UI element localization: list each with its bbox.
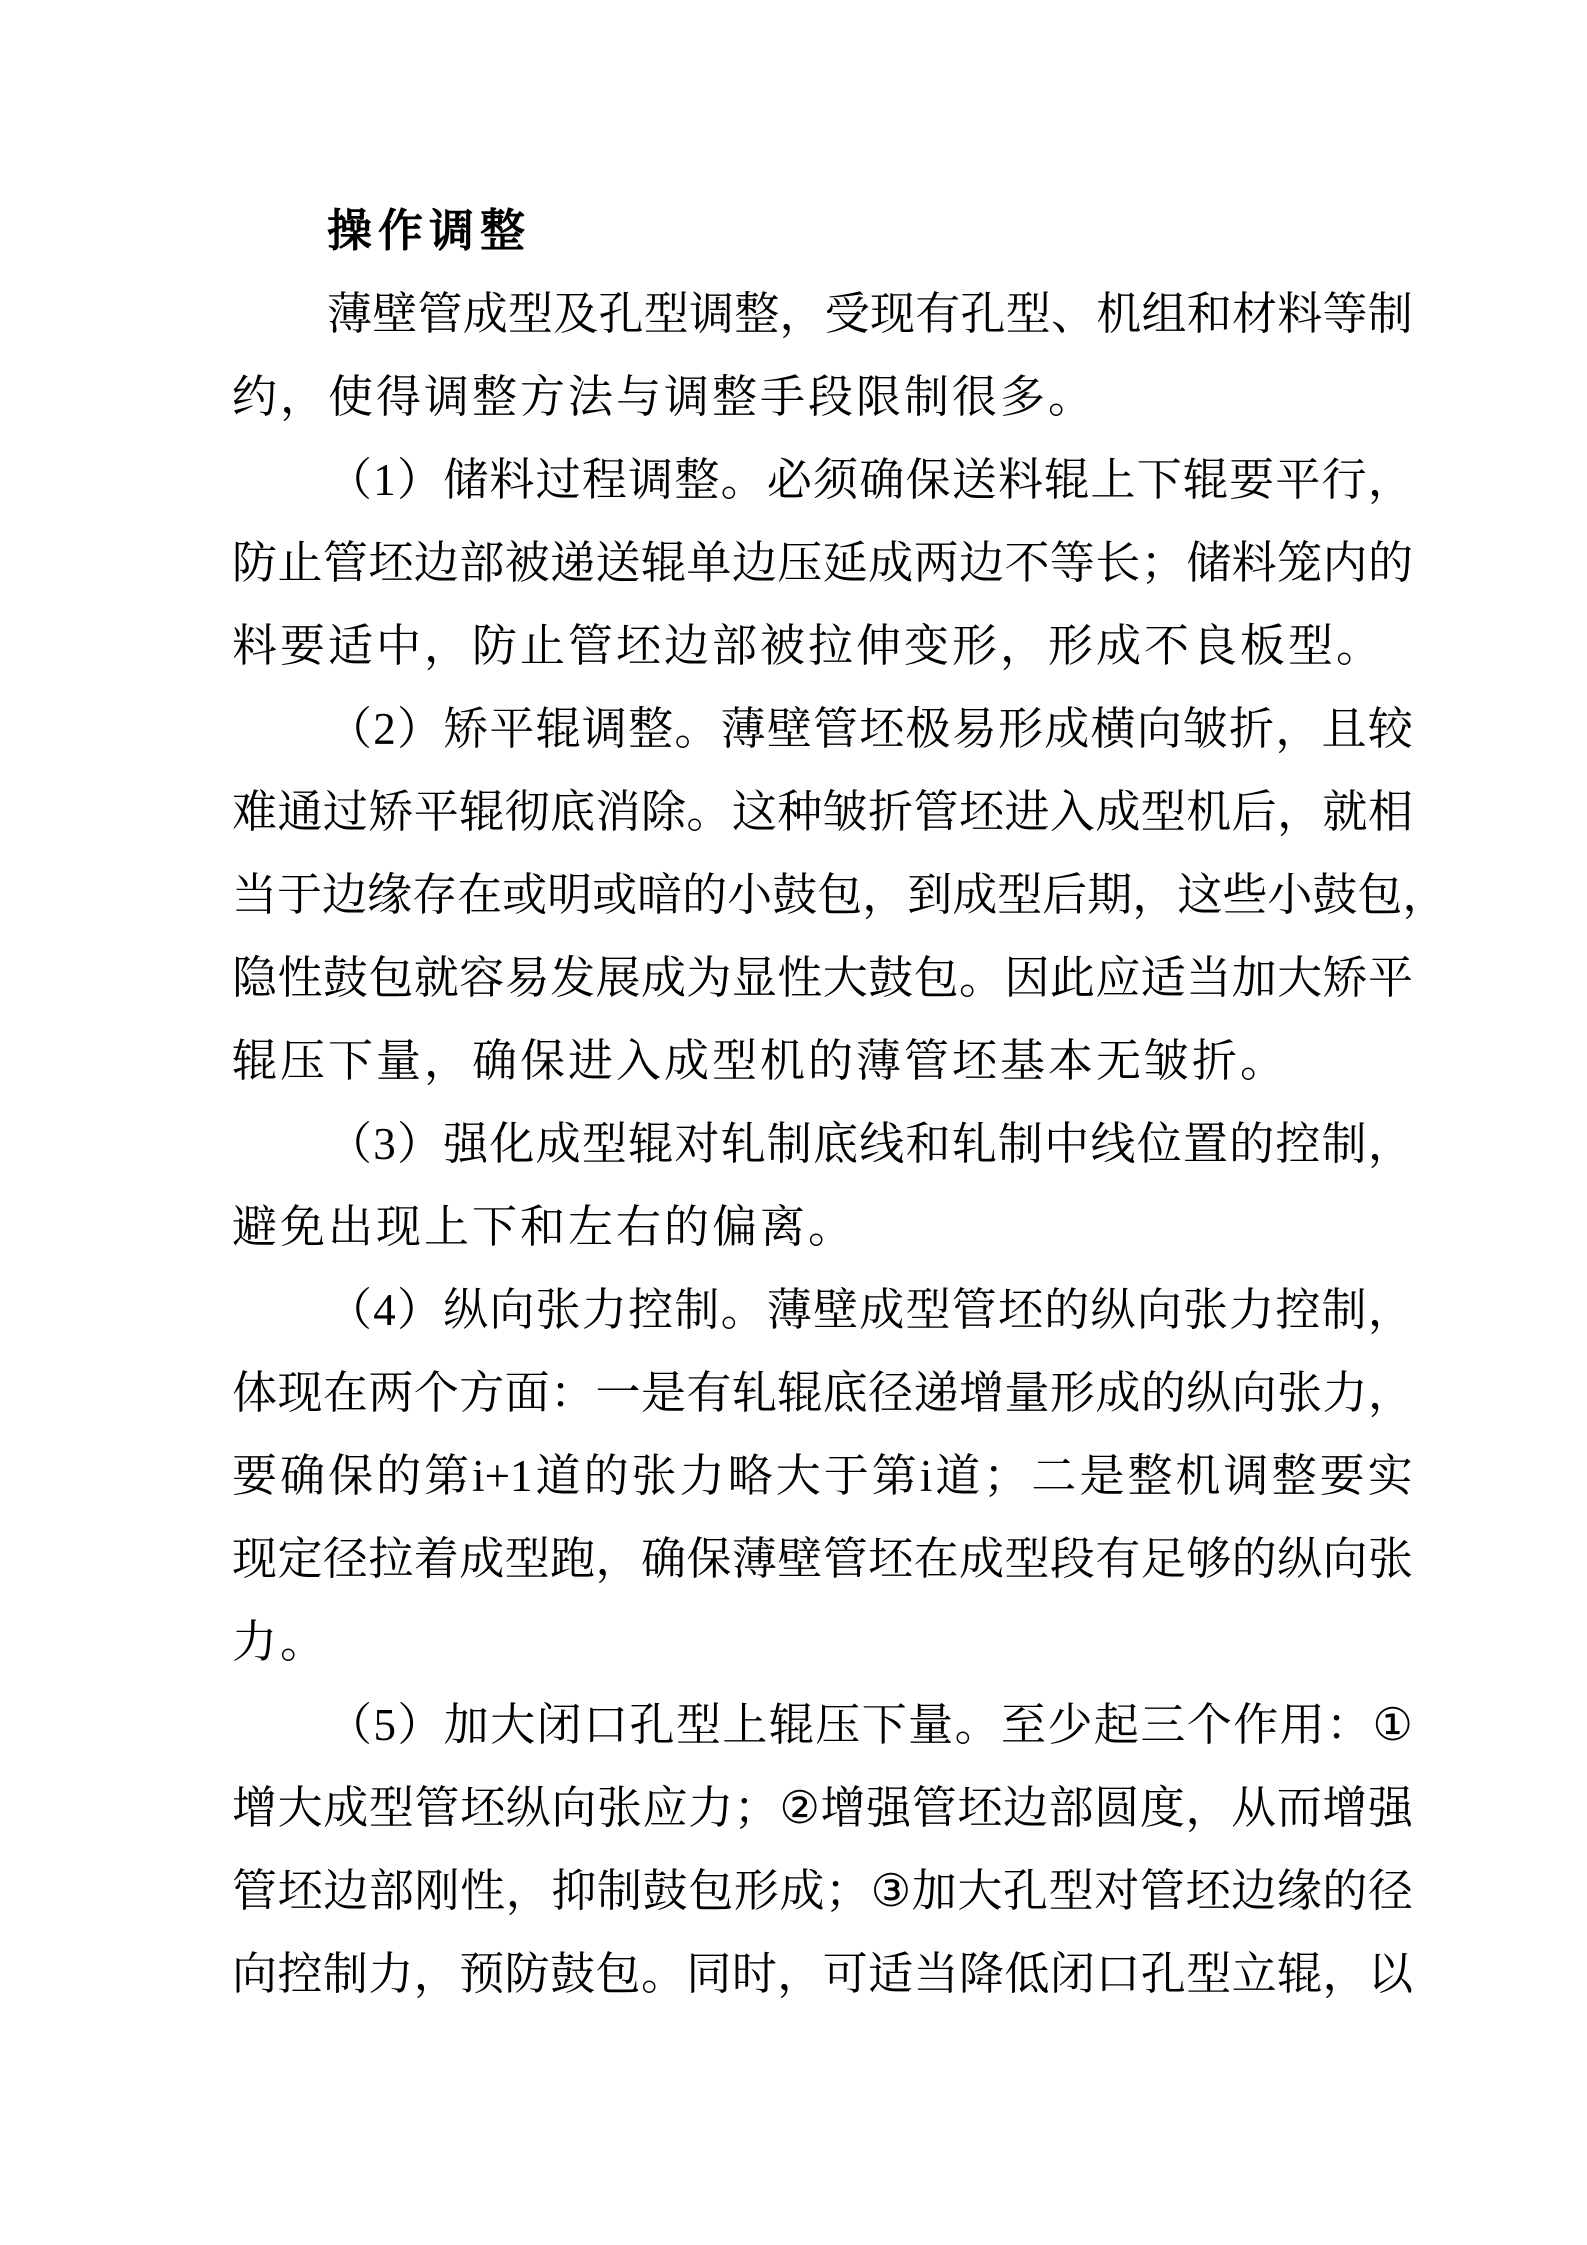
- text-line: 难 通 过 矫 平 辊 彻 底 消 除 。 这 种 皱 折 管 坯 进 入 成 型 机 后 ， 就 相: [232, 787, 1413, 837]
- text-line: 避免出现上下和左右的偏离。: [232, 1202, 857, 1252]
- text-line: （ 2 ） 矫 平 辊 调 整 。 薄 壁 管 坯 极 易 形 成 横 向 皱 折 ， 且 较: [327, 704, 1413, 754]
- text-line: 薄 壁 管 成 型 及 孔 型 调 整 ， 受 现 有 孔 型 、 机 组 和 材 料 等 制: [327, 289, 1413, 339]
- text-line: 现 定 径 拉 着 成 型 跑 ， 确 保 薄 壁 管 坯 在 成 型 段 有 足 够 的 纵 向 张: [232, 1534, 1413, 1584]
- text-line: （ 4 ） 纵 向 张 力 控 制 。 薄 壁 成 型 管 坯 的 纵 向 张 力 控 制 ，: [327, 1285, 1413, 1335]
- text-line: 管 坯 边 部 刚 性 ， 抑 制 鼓 包 形 成 ； ③ 加 大 孔 型 对 管 坯 边 缘 的 径: [232, 1866, 1413, 1916]
- text-line: 要 确 保 的 第 i+1 道 的 张 力 略 大 于 第 i 道 ； 二 是 整 机 调 整 要 实: [232, 1451, 1413, 1501]
- text-line: （ 1 ） 储 料 过 程 调 整 。 必 须 确 保 送 料 辊 上 下 辊 要 平 行 ，: [327, 455, 1413, 505]
- text-line: 当 于 边 缘 存 在 或 明 或 暗 的 小 鼓 包 ， 到 成 型 后 期 ， 这 些 小 鼓 包 ，: [232, 870, 1448, 920]
- text-line: 隐 性 鼓 包 就 容 易 发 展 成 为 显 性 大 鼓 包 。 因 此 应 适 当 加 大 矫 平: [232, 953, 1413, 1003]
- text-line: （ 5 ） 加 大 闭 口 孔 型 上 辊 压 下 量 。 至 少 起 三 个 作 用 ： ①: [327, 1700, 1413, 1750]
- text-line: （ 3 ） 强 化 成 型 辊 对 轧 制 底 线 和 轧 制 中 线 位 置 的 控 制 ，: [327, 1119, 1413, 1169]
- text-line: 增 大 成 型 管 坯 纵 向 张 应 力 ； ② 增 强 管 坯 边 部 圆 度 ， 从 而 增 强: [232, 1783, 1413, 1833]
- text-line: 防 止 管 坯 边 部 被 递 送 辊 单 边 压 延 成 两 边 不 等 长 ； 储 料 笼 内 的: [232, 538, 1413, 588]
- text-line: 料要适中，防止管坯边部被拉伸变形，形成不良板型。: [232, 621, 1385, 671]
- text-line: 力。: [232, 1617, 329, 1667]
- text-line: 约，使得调整方法与调整手段限制很多。: [232, 372, 1097, 422]
- document-title: 操作调整: [327, 206, 532, 256]
- text-line: 向 控 制 力 ， 预 防 鼓 包 。 同 时 ， 可 适 当 降 低 闭 口 孔 型 立 辊 ， 以: [232, 1949, 1413, 1999]
- text-line: 体 现 在 两 个 方 面 ： 一 是 有 轧 辊 底 径 递 增 量 形 成 的 纵 向 张 力 ，: [232, 1368, 1413, 1418]
- text-line: 辊压下量，确保进入成型机的薄管坯基本无皱折。: [232, 1036, 1289, 1086]
